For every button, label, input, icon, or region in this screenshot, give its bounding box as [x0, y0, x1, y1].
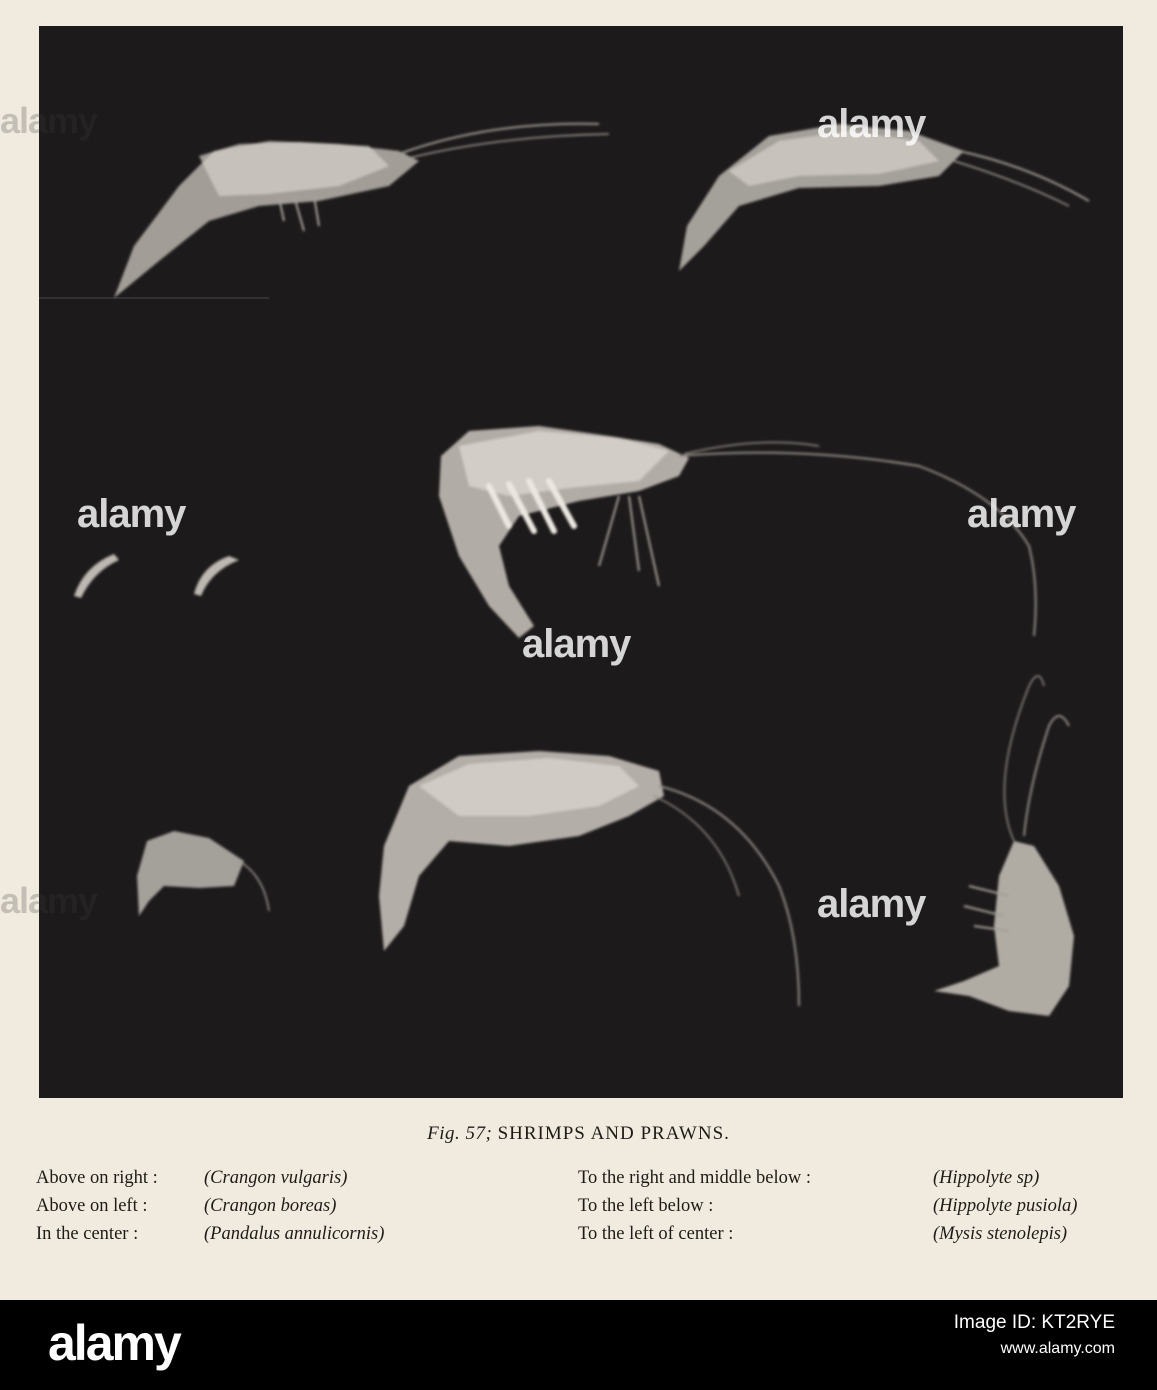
- shrimp-photograph: [39, 26, 1123, 1098]
- figure-caption: [0, 1123, 1157, 1145]
- watermark: alamy: [0, 100, 98, 141]
- legend-label: Above on right :: [36, 1168, 158, 1188]
- watermark: alamy: [967, 492, 1076, 536]
- legend-item: [578, 1192, 1077, 1220]
- species-name: (Hippolyte sp): [933, 1168, 1040, 1188]
- image-info: [954, 1310, 1115, 1362]
- legend-item: [578, 1164, 1077, 1192]
- legend-label: To the right and middle below :: [578, 1168, 811, 1188]
- watermark: alamy: [0, 880, 98, 921]
- legend-item: [36, 1192, 384, 1220]
- stock-footer-bar: [0, 1300, 1157, 1390]
- figure-heading: SHRIMPS AND PRAWNS.: [497, 1123, 730, 1144]
- legend-left-column: [36, 1164, 384, 1248]
- species-name: (Crangon boreas): [204, 1196, 337, 1216]
- legend-item: [36, 1164, 384, 1192]
- legend-label: In the center :: [36, 1224, 139, 1244]
- species-name: (Hippolyte pusiola): [933, 1196, 1078, 1216]
- photo-plate: [39, 26, 1123, 1098]
- watermark: alamy: [817, 882, 926, 926]
- species-name: (Mysis stenolepis): [933, 1224, 1068, 1244]
- watermark: alamy: [522, 622, 631, 666]
- watermark: alamy: [77, 492, 186, 536]
- watermark: alamy: [817, 102, 926, 146]
- legend-right-column: [578, 1164, 1077, 1248]
- legend-label: To the left below :: [578, 1196, 714, 1216]
- alamy-logo[interactable]: alamy: [48, 1315, 180, 1371]
- legend-item: [36, 1220, 384, 1248]
- site-link[interactable]: www.alamy.com: [1000, 1340, 1115, 1357]
- species-name: (Crangon vulgaris): [204, 1168, 348, 1188]
- image-id: Image ID: KT2RYE: [953, 1312, 1115, 1333]
- figure-number: Fig. 57;: [427, 1123, 493, 1144]
- legend-label: Above on left :: [36, 1196, 148, 1216]
- species-name: (Pandalus annulicornis): [204, 1224, 385, 1244]
- legend-item: [578, 1220, 1077, 1248]
- legend-label: To the left of center :: [578, 1224, 734, 1244]
